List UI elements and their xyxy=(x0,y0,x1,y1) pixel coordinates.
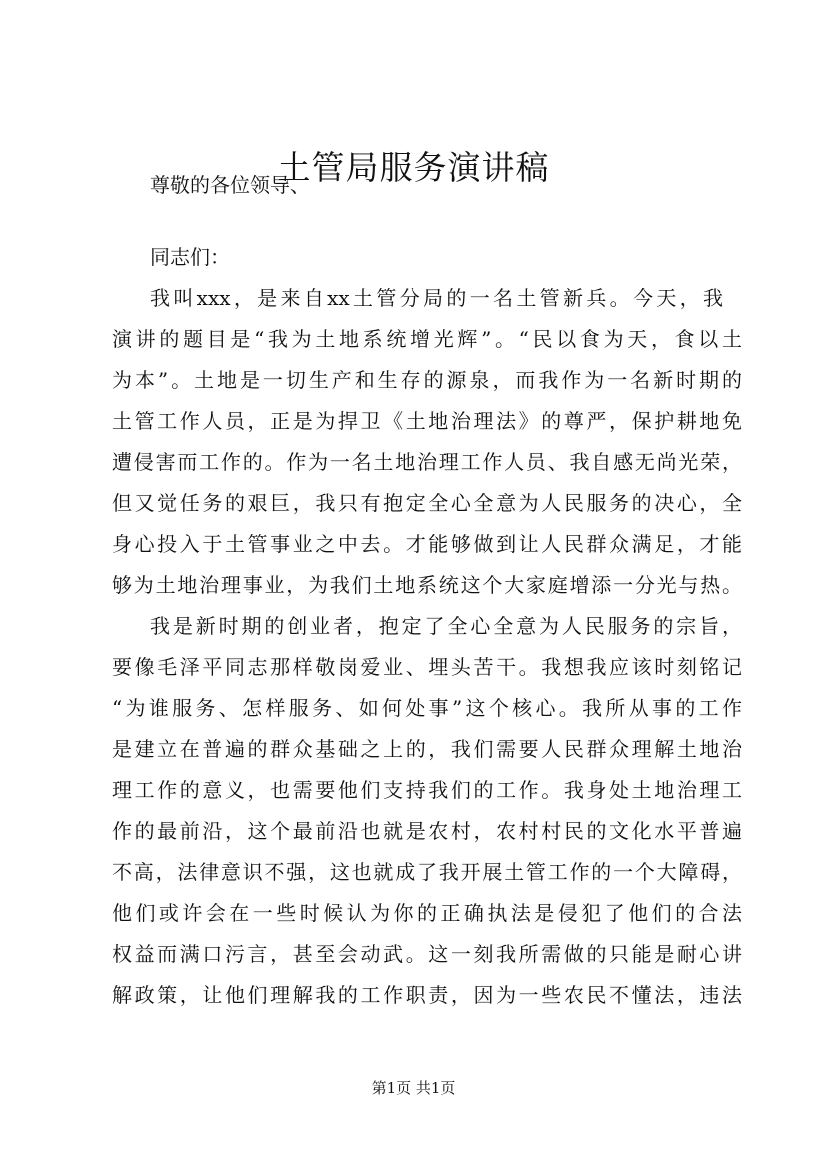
paragraph-1-line: 演讲的题目是“我为土地系统增光辉”。“民以食为天，食以土 xyxy=(112,327,742,351)
paragraph-2-line: 不高，法律意识不强，这也就成了我开展土管工作的一个大障碍， xyxy=(112,860,742,884)
salutation-line: 同志们： xyxy=(150,245,230,269)
paragraph-1-line: 我叫xxx，是来自xx土管分局的一名土管新兵。今天，我 xyxy=(150,286,723,310)
paragraph-2-line: 要像毛泽平同志那样敬岗爱业、埋头苦干。我想我应该时刻铭记 xyxy=(112,655,742,679)
paragraph-2-line: 是建立在普遍的群众基础之上的，我们需要人民群众理解土地治 xyxy=(112,737,742,761)
paragraph-1-line: 土管工作人员，正是为捍卫《土地治理法》的尊严，保护耕地免 xyxy=(112,409,742,433)
paragraph-2-line: 他们或许会在一些时候认为你的正确执法是侵犯了他们的合法 xyxy=(112,901,742,925)
paragraph-2-line: 理工作的意义，也需要他们支持我们的工作。我身处土地治理工 xyxy=(112,778,742,802)
paragraph-2-line: 我是新时期的创业者，抱定了全心全意为人民服务的宗旨， xyxy=(150,614,742,638)
paragraph-1-line: 身心投入于土管事业之中去。才能够做到让人民群众满足，才能 xyxy=(112,532,742,556)
paragraph-2-line: 作的最前沿，这个最前沿也就是农村，农村村民的文化水平普遍 xyxy=(112,819,742,843)
paragraph-1-line: 但又觉任务的艰巨，我只有抱定全心全意为人民服务的决心，全 xyxy=(112,491,742,515)
paragraph-1-line: 够为土地治理事业，为我们土地系统这个大家庭增添一分光与热。 xyxy=(112,573,742,597)
document-title: 土管局服务演讲稿 xyxy=(277,148,550,187)
paragraph-1-line: 为本”。土地是一切生产和生存的源泉，而我作为一名新时期的 xyxy=(112,368,742,392)
salutation-line: 尊敬的各位领导、 xyxy=(150,173,310,197)
paragraph-2-line: “为谁服务、怎样服务、如何处事”这个核心。我所从事的工作 xyxy=(112,696,742,720)
paragraph-1-line: 遭侵害而工作的。作为一名土地治理工作人员、我自感无尚光荣， xyxy=(112,450,742,474)
page-number-footer: 第1页 共1页 xyxy=(371,1079,456,1097)
paragraph-2-line: 权益而满口污言，甚至会动武。这一刻我所需做的只能是耐心讲 xyxy=(112,942,742,966)
paragraph-2-line: 解政策，让他们理解我的工作职责，因为一些农民不懂法，违法 xyxy=(112,983,742,1007)
